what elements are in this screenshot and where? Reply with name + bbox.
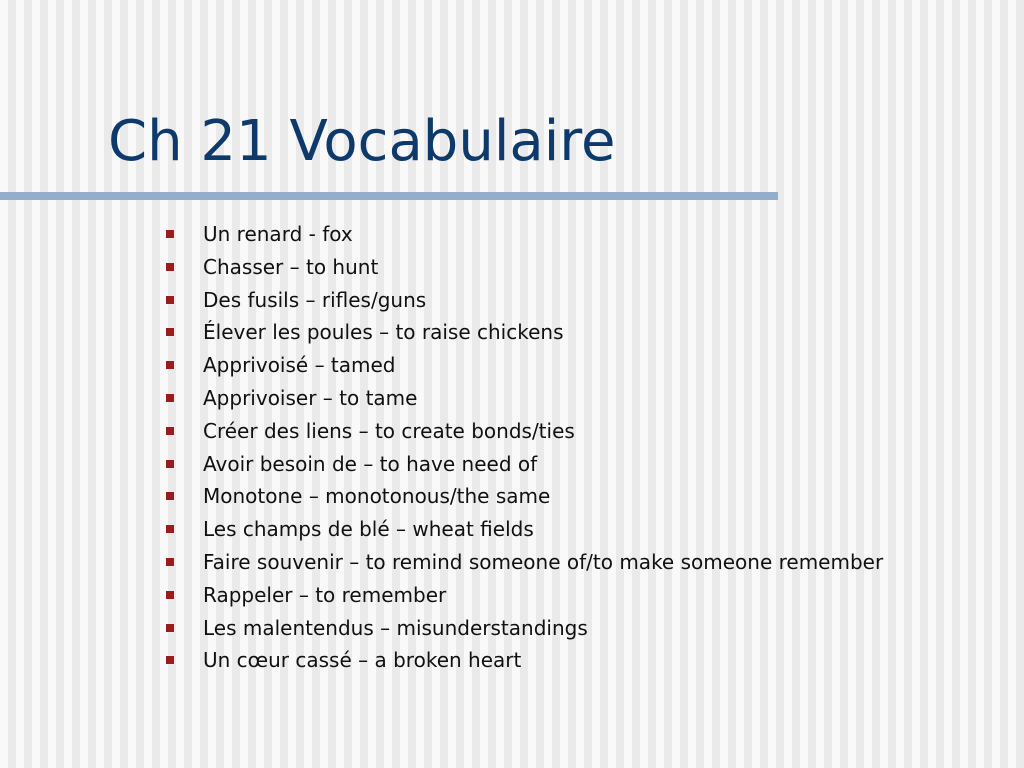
list-item-text: Élever les poules – to raise chickens: [203, 320, 564, 345]
list-item: [166, 480, 883, 513]
list-item-text: Un cœur cassé – a broken heart: [203, 648, 522, 673]
square-bullet-icon: [166, 361, 174, 369]
list-item: [166, 546, 883, 579]
square-bullet-icon: [166, 492, 174, 500]
vocabulary-list: [166, 218, 883, 677]
list-item-text: Avoir besoin de – to have need of: [203, 451, 538, 476]
list-item: [166, 448, 883, 481]
list-item: [166, 251, 883, 284]
list-item-text: Apprivoiser – to tame: [203, 385, 418, 410]
square-bullet-icon: [166, 394, 174, 402]
square-bullet-icon: [166, 591, 174, 599]
list-item-text: Les champs de blé – wheat fields: [203, 517, 534, 542]
square-bullet-icon: [166, 558, 174, 566]
square-bullet-icon: [166, 230, 174, 238]
square-bullet-icon: [166, 525, 174, 533]
title-divider: [0, 192, 778, 200]
list-item: [166, 382, 883, 415]
list-item: [166, 579, 883, 612]
list-item-text: Les malentendus – misunderstandings: [203, 615, 588, 640]
list-item-text: Monotone – monotonous/the same: [203, 484, 551, 509]
square-bullet-icon: [166, 427, 174, 435]
square-bullet-icon: [166, 656, 174, 664]
list-item-text: Des fusils – rifles/guns: [203, 287, 427, 312]
list-item-text: Un renard - fox: [203, 222, 353, 246]
slide-title: Ch 21 Vocabulaire: [108, 109, 616, 174]
list-item: [166, 415, 883, 448]
list-item: [166, 316, 883, 349]
list-item-text: Chasser – to hunt: [203, 254, 379, 279]
list-item-text: Créer des liens – to create bonds/ties: [203, 418, 575, 443]
square-bullet-icon: [166, 263, 174, 271]
list-item-text: Rappeler – to remember: [203, 582, 447, 607]
list-item: [166, 349, 883, 382]
square-bullet-icon: [166, 296, 174, 304]
list-item-text: Faire souvenir – to remind someone of/to make someone remember: [203, 549, 884, 574]
list-item-text: Apprivoisé – tamed: [203, 353, 396, 378]
list-item: [166, 612, 883, 645]
list-item: [166, 218, 883, 251]
square-bullet-icon: [166, 328, 174, 336]
list-item: [166, 284, 883, 317]
list-item: [166, 644, 883, 677]
list-item: [166, 513, 883, 546]
square-bullet-icon: [166, 460, 174, 468]
square-bullet-icon: [166, 624, 174, 632]
